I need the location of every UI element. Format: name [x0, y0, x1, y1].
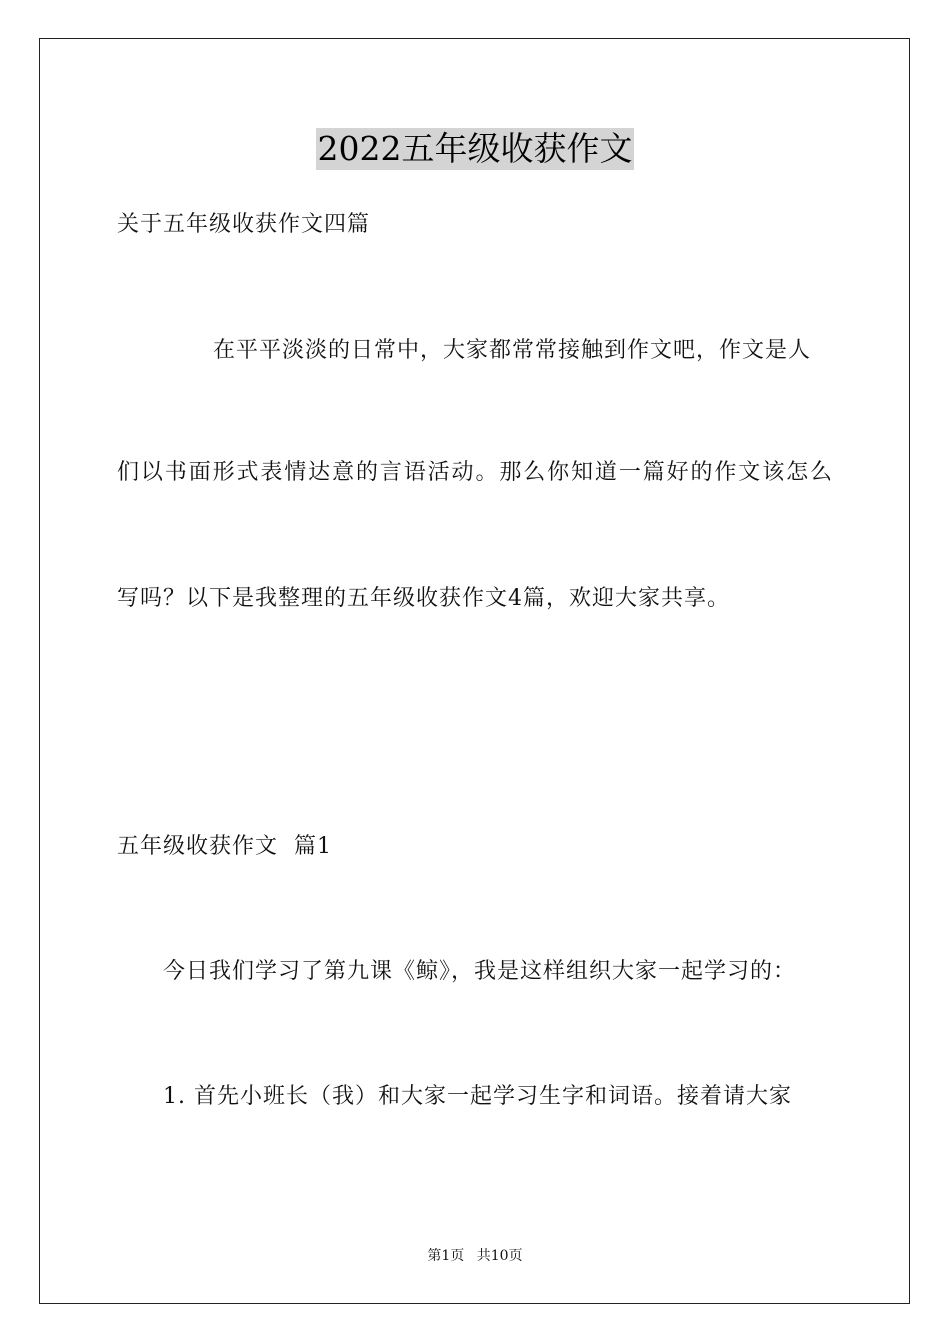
page-footer [0, 1246, 950, 1266]
page-total: 共10页 [476, 1248, 523, 1264]
document-subtitle: 关于五年级收获作文四篇 [117, 212, 371, 237]
intro-line-3: 写吗？以下是我整理的五年级收获作文4篇，欢迎大家共享。 [117, 586, 730, 611]
intro-line-1: 在平平淡淡的日常中，大家都常常接触到作文吧，作文是人 [213, 338, 812, 363]
section-paragraph-1: 今日我们学习了第九课《鲸》，我是这样组织大家一起学习的： [163, 959, 797, 984]
title-container [0, 128, 950, 170]
section-paragraph-2: 1. 首先小班长（我）和大家一起学习生字和词语。接着请大家 [163, 1084, 792, 1109]
page-number: 第1页 [427, 1248, 465, 1264]
intro-line-2: 们以书面形式表情达意的言语活动。那么你知道一篇好的作文该怎么 [117, 460, 832, 485]
section-heading: 五年级收获作文 篇1 [117, 834, 332, 859]
document-title: 2022五年级收获作文 [317, 129, 633, 168]
